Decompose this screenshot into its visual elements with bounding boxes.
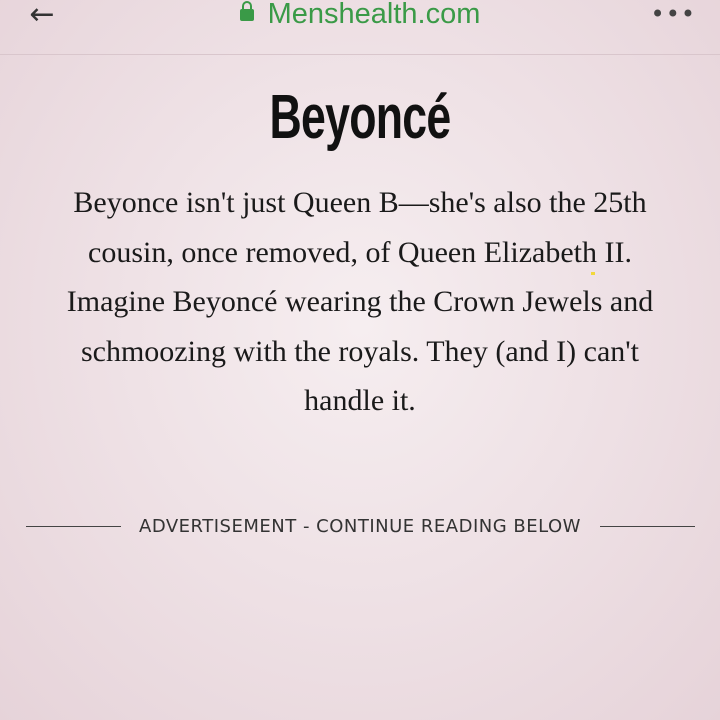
lock-icon: [240, 9, 254, 21]
address-bar[interactable]: [0, 0, 720, 32]
divider-line-left: [26, 526, 121, 527]
paragraph-text-end: , of Queen Elizabeth II. Imagine Beyoncé wearing the Crown Jewels and schmoozing with the royals. They (and I) can't handle it.: [66, 235, 654, 417]
cousin-link-text: 25th cousin, once removed: [88, 186, 647, 269]
divider-line-right: [600, 526, 695, 527]
article-paragraph: [40, 178, 680, 426]
advertisement-label: ADVERTISEMENT - CONTINUE READING BELOW: [139, 516, 581, 537]
paragraph-text-start: Beyonce isn't just Queen B—she's also the: [73, 186, 594, 219]
url-text: Menshealth.com: [267, 0, 481, 30]
browser-toolbar: [0, 0, 720, 55]
advertisement-divider: [0, 516, 720, 546]
link-underline: [591, 272, 595, 275]
article-title: Beyoncé: [269, 83, 451, 152]
more-dots-icon[interactable]: •••: [650, 0, 696, 28]
back-arrow-icon[interactable]: ←: [29, 0, 55, 32]
